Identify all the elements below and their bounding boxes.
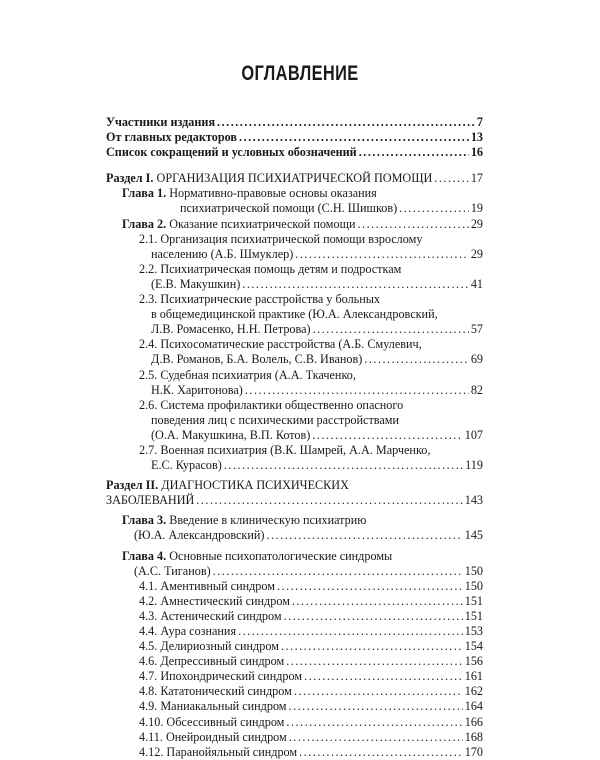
toc-page-number: 13 <box>470 130 483 145</box>
chapter-title-cont: (А.С. Тиганов) <box>134 563 211 578</box>
subsection-title-line: Е.С. Курасов) <box>151 458 222 473</box>
toc-subsection[interactable] <box>106 368 483 398</box>
leader-dots <box>295 247 469 262</box>
toc-page-number: 17 <box>470 171 483 186</box>
toc-subsection[interactable] <box>106 443 483 473</box>
chapter-number: Глава 1. <box>122 186 167 201</box>
leader-dots <box>238 624 463 639</box>
toc-subsection[interactable] <box>106 669 483 684</box>
subsection-title: 4.6. Депрессивный синдром <box>139 654 285 669</box>
toc-subsection[interactable] <box>106 730 483 745</box>
toc-page-number: 82 <box>470 382 483 397</box>
subsection-title-line: поведения лиц с психическими расстройствами <box>151 412 400 427</box>
subsection-title: 4.3. Астенический синдром <box>139 608 282 623</box>
leader-dots <box>359 145 469 160</box>
toc-subsection[interactable] <box>106 292 483 337</box>
toc-page-number: 166 <box>464 714 483 729</box>
toc-entry-abbreviations[interactable] <box>106 145 483 160</box>
subsection-title: 4.7. Ипохондрический синдром <box>139 669 303 684</box>
leader-dots <box>304 669 463 684</box>
subsection-title: 4.12. Паранойяльный синдром <box>139 744 298 759</box>
toc-chapter-3[interactable] <box>106 513 483 543</box>
toc-subsection[interactable] <box>106 579 483 594</box>
toc-entry-editors[interactable] <box>106 130 483 145</box>
subsection-title-line: 2.6. Система профилактики общественно опасного <box>139 397 404 412</box>
chapter-title: Основные психопатологические синдромы <box>169 548 393 563</box>
section-title-cont: ЗАБОЛЕВАНИЙ <box>106 493 195 508</box>
leader-dots <box>196 493 462 508</box>
toc-page-number: 57 <box>470 322 483 337</box>
leader-dots <box>289 730 463 745</box>
subsection-title-line: населению (А.Б. Шмуклер) <box>151 246 294 261</box>
toc-page-number: 150 <box>464 578 483 593</box>
leader-dots <box>224 458 463 473</box>
leader-dots <box>286 654 462 669</box>
toc-section-1[interactable] <box>106 171 483 186</box>
toc-page-number: 164 <box>464 699 483 714</box>
chapter-title: Нормативно-правовые основы оказания <box>169 186 377 201</box>
leader-dots <box>239 130 469 145</box>
subsection-title: 4.4. Аура сознания <box>139 624 237 638</box>
toc-subsection[interactable] <box>106 398 483 443</box>
leader-dots <box>217 115 475 130</box>
subsection-title-line: 2.3. Психиатрические расстройства у больных <box>139 292 381 307</box>
toc-subsection[interactable] <box>106 594 483 609</box>
subsection-title: 4.2. Амнестический синдром <box>139 593 290 608</box>
section-number: Раздел II. <box>106 478 159 493</box>
toc-chapter-4[interactable] <box>106 549 483 579</box>
subsection-title: 4.9. Маниакальный синдром <box>139 699 287 714</box>
leader-dots <box>242 277 469 292</box>
leader-dots <box>364 352 469 367</box>
leader-dots <box>292 594 463 609</box>
subsection-title-line: (О.А. Макушкина, В.П. Котов) <box>151 427 311 442</box>
section-title: ДИАГНОСТИКА ПСИХИЧЕСКИХ <box>161 478 349 493</box>
toc-page-number: 19 <box>470 201 483 216</box>
leader-dots <box>289 699 463 714</box>
toc-section-2[interactable] <box>106 478 483 508</box>
toc-page-number: 145 <box>464 528 483 543</box>
toc-page-number: 161 <box>464 669 483 684</box>
toc-subsection[interactable] <box>106 232 483 262</box>
chapter-title: Оказание психиатрической помощи <box>169 216 356 231</box>
toc-page-number: 151 <box>464 593 483 608</box>
subsection-title-line: 2.1. Организация психиатрической помощи взрослому <box>139 231 423 246</box>
toc-entry-label: От главных редакторов <box>106 130 237 145</box>
toc-page-number: 7 <box>476 115 483 129</box>
subsection-title: 4.10. Обсессивный синдром <box>139 714 285 729</box>
leader-dots <box>294 684 463 699</box>
chapter-number: Глава 2. <box>122 216 167 231</box>
toc-page-number: 170 <box>464 744 483 759</box>
subsection-title-line: 2.5. Судебная психиатрия (А.А. Ткаченко, <box>139 367 356 382</box>
subsection-title-line: 2.2. Психиатрическая помощь детям и подросткам <box>139 261 402 276</box>
section-number: Раздел I. <box>106 171 154 186</box>
subsection-title-line: 2.7. Военная психиатрия (В.К. Шамрей, А.А. Марченко, <box>139 442 431 457</box>
leader-dots <box>281 639 463 654</box>
toc-page-number: 107 <box>464 427 483 442</box>
toc-page-number: 151 <box>464 608 483 623</box>
toc-subsection[interactable] <box>106 715 483 730</box>
toc-subsection[interactable] <box>106 639 483 654</box>
leader-dots <box>312 428 462 443</box>
subsection-title: 4.1. Аментивный синдром <box>139 578 275 593</box>
subsection-title: 4.5. Делириозный синдром <box>139 639 279 654</box>
leader-dots <box>277 579 463 594</box>
chapter-4-subsections <box>106 579 483 760</box>
toc-subsection[interactable] <box>106 684 483 699</box>
toc-entry-label: Участники издания <box>106 115 216 129</box>
subsection-title-line: 2.4. Психосоматические расстройства (А.Б. Смулевич, <box>139 337 422 352</box>
section-title: ОРГАНИЗАЦИЯ ПСИХИАТРИЧЕСКОЙ ПОМОЩИ <box>156 171 433 186</box>
chapter-title: Введение в клиническую психиатрию <box>169 513 367 528</box>
subsection-title: 4.11. Онейроидный синдром <box>139 729 287 744</box>
toc-subsection[interactable] <box>106 624 483 639</box>
subsection-title-line: (Е.В. Макушкин) <box>151 276 241 291</box>
toc-page-number: 29 <box>470 246 483 261</box>
chapter-2-subsections <box>106 232 483 474</box>
toc-page-number: 156 <box>464 654 483 669</box>
toc-page-number: 143 <box>464 493 483 508</box>
toc-entry-contributors[interactable] <box>106 115 483 130</box>
subsection-title: 4.8. Кататонический синдром <box>139 684 292 699</box>
toc-subsection[interactable] <box>106 337 483 367</box>
chapter-number: Глава 4. <box>122 548 167 563</box>
leader-dots <box>284 609 463 624</box>
toc-subsection[interactable] <box>106 262 483 292</box>
table-of-contents <box>106 115 483 760</box>
subsection-title-line: Л.В. Ромасенко, Н.Н. Петрова) <box>151 322 311 337</box>
subsection-title-line: Н.К. Харитонова) <box>151 382 243 397</box>
leader-dots <box>245 383 469 398</box>
toc-page-number: 154 <box>464 639 483 654</box>
toc-entry-label: Список сокращений и условных обозначений <box>106 145 357 160</box>
leader-dots <box>213 564 463 579</box>
toc-page-number: 29 <box>470 216 483 231</box>
toc-page-number: 168 <box>464 729 483 744</box>
toc-page-number: 119 <box>465 458 483 473</box>
toc-page-number: 162 <box>464 684 483 699</box>
leader-dots <box>357 217 468 232</box>
toc-chapter-2[interactable] <box>106 217 483 232</box>
leader-dots <box>313 322 469 337</box>
toc-subsection[interactable] <box>106 609 483 624</box>
leader-dots <box>299 745 463 760</box>
toc-subsection[interactable] <box>106 654 483 669</box>
toc-subsection[interactable] <box>106 745 483 760</box>
toc-subsection[interactable] <box>106 699 483 714</box>
toc-page-number: 16 <box>470 145 483 160</box>
chapter-number: Глава 3. <box>122 513 167 528</box>
toc-chapter-1[interactable] <box>106 186 483 216</box>
toc-page-number: 69 <box>470 352 483 367</box>
leader-dots <box>399 201 469 216</box>
toc-page-number: 153 <box>464 624 483 638</box>
page-title: ОГЛАВЛЕНИЕ <box>241 62 359 85</box>
leader-dots <box>286 715 462 730</box>
toc-page-number: 150 <box>464 563 483 578</box>
chapter-title-cont: психиатрической помощи (С.Н. Шишков) <box>180 201 398 216</box>
chapter-title-cont: (Ю.А. Александровский) <box>134 528 265 543</box>
leader-dots <box>266 528 462 543</box>
leader-dots <box>434 171 469 186</box>
subsection-title-line: в общемедицинской практике (Ю.А. Александровский, <box>151 307 438 322</box>
subsection-title-line: Д.В. Романов, Б.А. Волель, С.В. Иванов) <box>151 352 363 367</box>
toc-page-number: 41 <box>470 276 483 291</box>
